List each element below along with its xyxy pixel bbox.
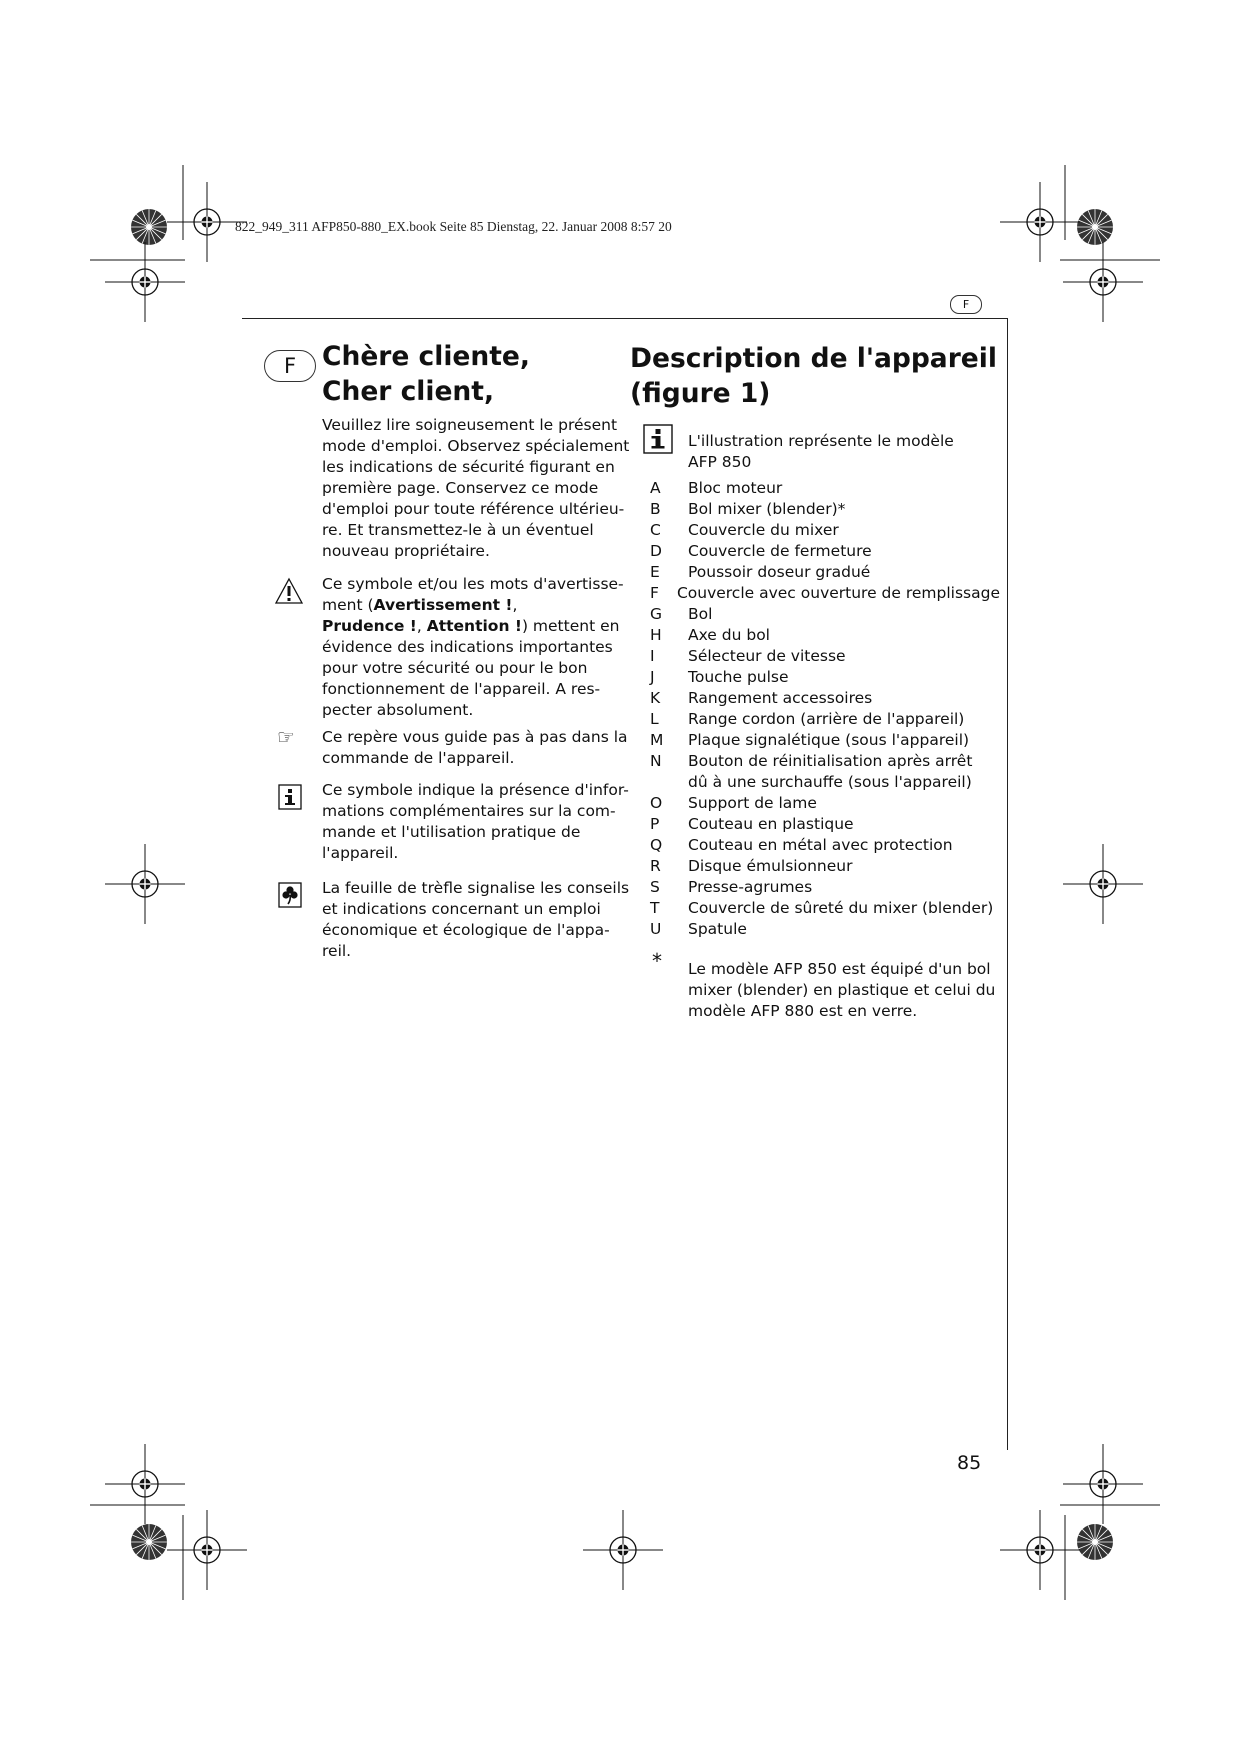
info-icon <box>643 424 673 454</box>
item-letter: F <box>650 584 659 602</box>
info-icon <box>278 784 302 810</box>
item-letter <box>650 772 688 793</box>
list-item <box>650 898 1000 919</box>
title-line-1: Chère cliente, <box>322 341 530 372</box>
top-rule <box>242 318 1008 319</box>
right-rule <box>1007 318 1008 1450</box>
item-letter: K <box>650 689 661 707</box>
left-title <box>322 339 530 409</box>
list-item <box>650 814 1000 835</box>
item-letter: U <box>650 920 662 938</box>
item-text: Axe du bol <box>688 626 770 644</box>
item-text: Touche pulse <box>688 668 789 686</box>
item-letter: G <box>650 605 663 623</box>
list-item <box>650 604 1000 625</box>
item-letter: I <box>650 647 655 665</box>
item-text: Rangement accessoires <box>688 689 873 707</box>
item-text: Couvercle de sûreté du mixer (blender) <box>688 899 994 917</box>
pointing-hand-icon: ☞ <box>277 725 295 749</box>
list-item <box>650 709 1000 730</box>
warning-paragraph: Ce symbole et/ou les mots d'avertisse- ment (Avertissement !, Prudence !, Attention !) mettent en évidence des indications importantes pour votre sécurité ou pour le bon fonctionnement de l'appareil. A res- pecter absolument. <box>322 575 624 719</box>
item-text: Bloc moteur <box>688 479 783 497</box>
list-item <box>650 772 1000 793</box>
list-item <box>650 667 1000 688</box>
list-item <box>650 646 1000 667</box>
list-item <box>650 562 1000 583</box>
item-text: Spatule <box>688 920 747 938</box>
title-line-2: (figure 1) <box>630 378 771 409</box>
item-text: Bol <box>688 605 713 623</box>
right-title <box>630 341 997 411</box>
item-text: Bol mixer (blender)* <box>688 500 846 518</box>
clover-icon <box>278 882 302 908</box>
list-item <box>650 730 1000 751</box>
item-letter: P <box>650 815 660 833</box>
list-item <box>650 856 1000 877</box>
intro-paragraph: Veuillez lire soigneusement le présent mode d'emploi. Observez spécialement les indications de sécurité figurant en première page. Conservez ce mode d'emploi pour toute référence ultérieu- re. Et transmettez-le à un éventuel nouveau propriétaire. <box>322 416 630 560</box>
page-number: 85 <box>957 1452 982 1474</box>
item-letter: J <box>650 668 655 686</box>
list-item <box>650 583 1000 604</box>
item-letter: D <box>650 542 662 560</box>
item-text: Presse-agrumes <box>688 878 813 896</box>
list-item <box>650 688 1000 709</box>
warning-icon <box>274 577 304 605</box>
title-line-1: Description de l'appareil <box>630 343 997 374</box>
item-text: Couteau en métal avec protection <box>688 836 953 854</box>
footnote: Le modèle AFP 850 est équipé d'un bol mixer (blender) en plastique et celui du modèle AFP 880 est en verre. <box>688 960 996 1020</box>
item-text: Plaque signalétique (sous l'appareil) <box>688 731 970 749</box>
item-text: Couteau en plastique <box>688 815 854 833</box>
item-text: dû à une surchauffe (sous l'appareil) <box>688 773 972 791</box>
list-item <box>650 877 1000 898</box>
list-item <box>650 541 1000 562</box>
item-text: Couvercle avec ouverture de remplissage <box>676 584 1000 602</box>
item-letter: Q <box>650 836 663 854</box>
item-text: Bouton de réinitialisation après arrêt <box>688 752 973 770</box>
list-item <box>650 793 1000 814</box>
item-letter: N <box>650 752 662 770</box>
footnote-asterisk: * <box>652 949 662 973</box>
model-note: L'illustration représente le modèle AFP 850 <box>688 432 954 471</box>
list-item <box>650 520 1000 541</box>
parts-list <box>650 478 1000 940</box>
item-letter: O <box>650 794 663 812</box>
item-letter: L <box>650 710 659 728</box>
item-letter: H <box>650 626 662 644</box>
info-paragraph: Ce symbole indique la présence d'infor- mations complémentaires sur la com- mande et l'utilisation pratique de l'appareil. <box>322 781 629 862</box>
list-item <box>650 835 1000 856</box>
item-letter: C <box>650 521 661 539</box>
item-text: Couvercle du mixer <box>688 521 839 539</box>
item-letter: R <box>650 857 661 875</box>
list-item <box>650 919 1000 940</box>
item-letter: B <box>650 500 661 518</box>
item-text: Sélecteur de vitesse <box>688 647 846 665</box>
file-info-header: 822_949_311 AFP850-880_EX.book Seite 85 Dienstag, 22. Januar 2008 8:57 20 <box>235 219 672 234</box>
title-line-2: Cher client, <box>322 376 495 407</box>
item-text: Disque émulsionneur <box>688 857 853 875</box>
language-tag-small: F <box>950 295 982 314</box>
list-item <box>650 499 1000 520</box>
item-letter: S <box>650 878 660 896</box>
item-text: Couvercle de fermeture <box>688 542 872 560</box>
item-text: Poussoir doseur gradué <box>688 563 871 581</box>
item-letter: A <box>650 479 661 497</box>
list-item <box>650 751 1000 772</box>
list-item <box>650 478 1000 499</box>
item-letter: T <box>650 899 660 917</box>
step-paragraph: Ce repère vous guide pas à pas dans la commande de l'appareil. <box>322 728 628 767</box>
item-letter: M <box>650 731 664 749</box>
language-tag: F <box>264 350 316 382</box>
item-letter: E <box>650 563 660 581</box>
item-text: Range cordon (arrière de l'appareil) <box>688 710 965 728</box>
item-text: Support de lame <box>688 794 817 812</box>
eco-paragraph: La feuille de trèfle signalise les conseils et indications concernant un emploi économique et écologique de l'appa- reil. <box>322 879 630 960</box>
list-item <box>650 625 1000 646</box>
